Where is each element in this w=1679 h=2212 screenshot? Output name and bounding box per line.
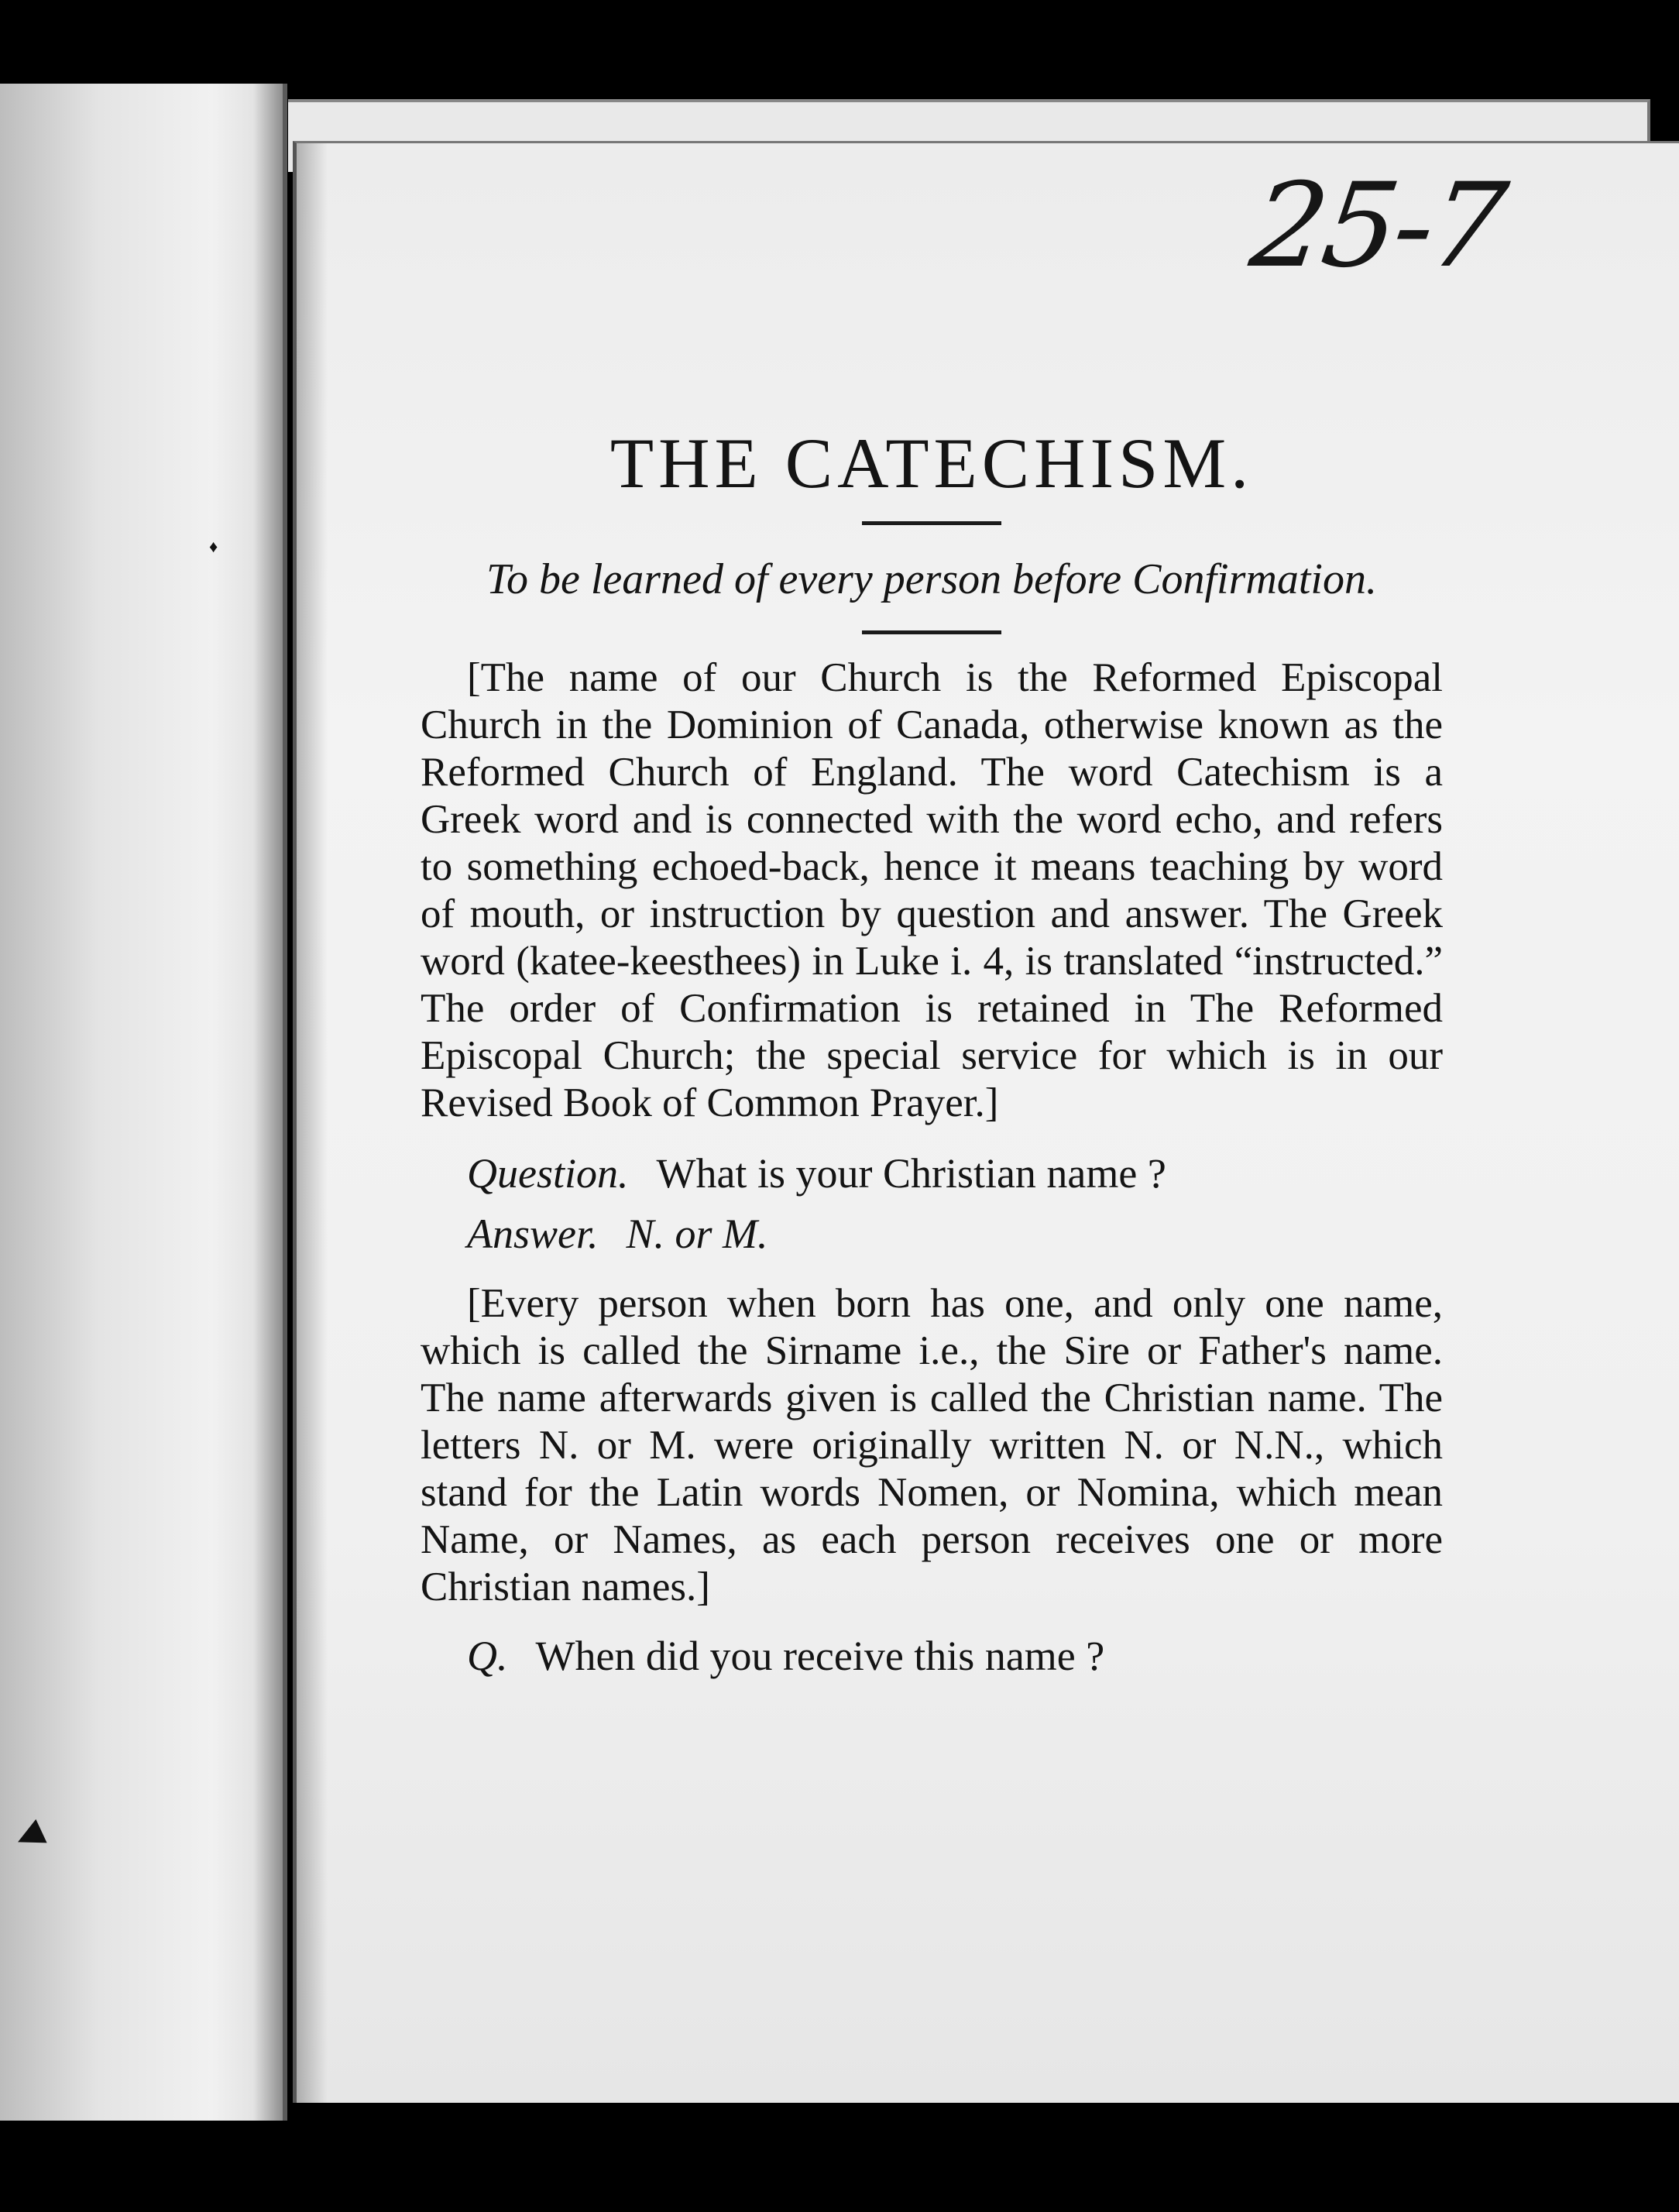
intro-paragraph: [The name of our Church is the Reformed Episcopal Church in the Dominion of Canada, otherwise known as the Reformed Church of England. The word Catechism is a Greek word and is connected with the word echo, and refers to something echoed-back, hence it means teaching by word of mouth, or instruction by question and answer. The Greek word (katee-keesthees) in Luke i. 4, is translated “instructed.” The order of Confirmation is retained in The Reformed Episcopal Church; the special service for which is in our Revised Book of Common Prayer.] xyxy=(421,655,1443,1125)
answer-label: Answer. xyxy=(467,1211,599,1257)
subtitle: To be learned of every person before Confirmation. xyxy=(486,555,1377,603)
question-label: Q. xyxy=(467,1633,508,1679)
ink-speck: ♦ xyxy=(209,537,218,556)
name-paragraph: [Every person when born has one, and only one name, which is called the Sirname i.e., the Sire or Father's name. The name afterwards given is called the Christian name. The letters N. or M. were originally written N. or N.N., which stand for the Latin words Nomen, or Nomina, which mean Name, or Names, as each person receives one or more Christian names.] xyxy=(421,1281,1443,1609)
answer-text: N. or M. xyxy=(626,1211,768,1257)
page-content xyxy=(421,422,1443,1681)
handwritten-number: 25-7 xyxy=(1243,159,1512,294)
spine-shadow xyxy=(253,84,283,2121)
gutter-shadow xyxy=(297,143,328,2103)
page-title: THE CATECHISM. xyxy=(609,424,1254,503)
answer-1 xyxy=(467,1209,1443,1259)
facing-page xyxy=(0,84,287,2121)
ink-mark: ◀ xyxy=(9,1812,49,1857)
question-text: What is your Christian name ? xyxy=(656,1150,1166,1197)
question-label: Question. xyxy=(467,1150,629,1197)
title-rule xyxy=(862,521,1001,525)
subtitle-rule xyxy=(862,630,1001,634)
question-2 xyxy=(467,1631,1443,1681)
book-page xyxy=(293,141,1679,2103)
question-text: When did you receive this name ? xyxy=(535,1633,1105,1679)
question-1 xyxy=(467,1149,1443,1198)
